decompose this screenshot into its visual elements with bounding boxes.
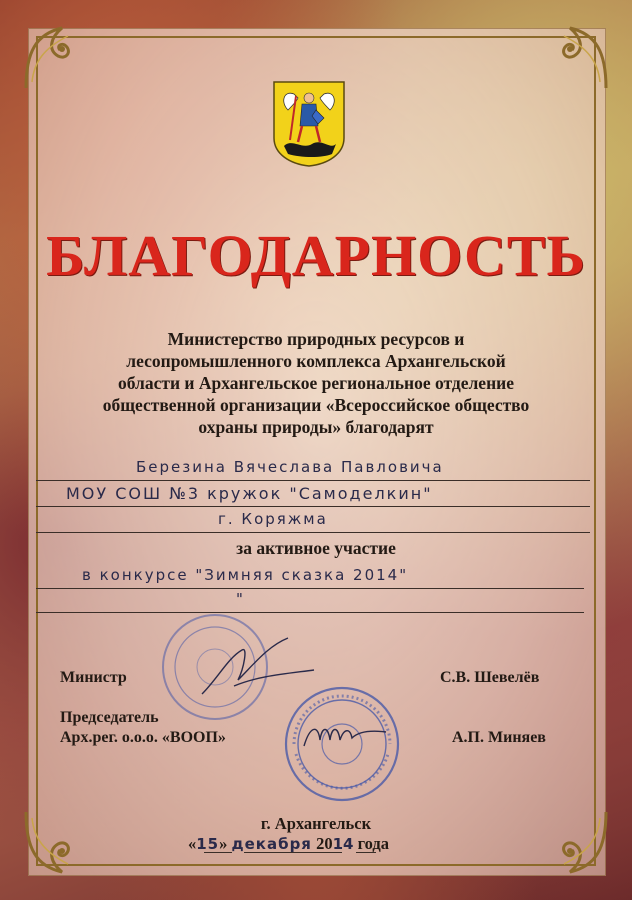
- fill-line: [36, 612, 584, 613]
- date-day: 15: [196, 835, 220, 853]
- fill-line: [36, 506, 590, 507]
- fill-line: [36, 532, 590, 533]
- recipient-organization: МОУ СОШ №3 кружок "Самоделкин": [66, 484, 433, 503]
- fill-line: [244, 852, 342, 853]
- fill-line: [36, 588, 584, 589]
- body-line: охраны природы» благодарят: [198, 417, 434, 437]
- recipient-name: Березина Вячеслава Павловича: [136, 458, 444, 476]
- signatory-name-chairman: А.П. Миняев: [452, 729, 546, 746]
- date-quote: «: [188, 834, 197, 853]
- issue-place: г. Архангельск: [260, 814, 372, 833]
- signatory-name-minister: С.В. Шевелёв: [440, 669, 540, 686]
- position-line: Арх.рег. о.о.о. «ВООП»: [60, 729, 226, 746]
- date-year-prefix: 20: [316, 834, 333, 853]
- reason-tail: ": [236, 590, 245, 608]
- handwritten-signature: [300, 716, 390, 756]
- date-year-word: года: [357, 834, 390, 853]
- signatory-position-minister: Министр: [60, 669, 127, 686]
- position-line: Председатель: [60, 709, 159, 726]
- fill-line: [36, 480, 590, 481]
- corner-ornament-icon: [22, 22, 92, 92]
- date-year-suffix: 14: [332, 835, 354, 853]
- date-quote: »: [219, 834, 228, 853]
- issue-date: [188, 834, 389, 854]
- body-line: общественной организации «Всероссийское общество: [102, 395, 530, 415]
- reason-label: за активное участие: [236, 538, 396, 558]
- fill-line: [204, 852, 232, 853]
- certificate-body: [100, 328, 532, 438]
- body-line: Министерство природных ресурсов и: [167, 329, 465, 349]
- recipient-city: г. Коряжма: [218, 510, 328, 528]
- reason-text: в конкурсе "Зимняя сказка 2014": [82, 566, 409, 584]
- date-month: декабря: [231, 835, 312, 853]
- fill-line: [356, 852, 376, 853]
- body-line: области и Архангельское региональное отделение: [117, 373, 515, 393]
- corner-ornament-icon: [540, 22, 610, 92]
- archangel-coat-of-arms-icon: [272, 80, 346, 168]
- certificate-title: БЛАГОДАРНОСТЬ: [46, 223, 586, 288]
- signatory-position-chairman: [60, 708, 226, 748]
- body-line: лесопромышленного комплекса Архангельской: [126, 351, 506, 371]
